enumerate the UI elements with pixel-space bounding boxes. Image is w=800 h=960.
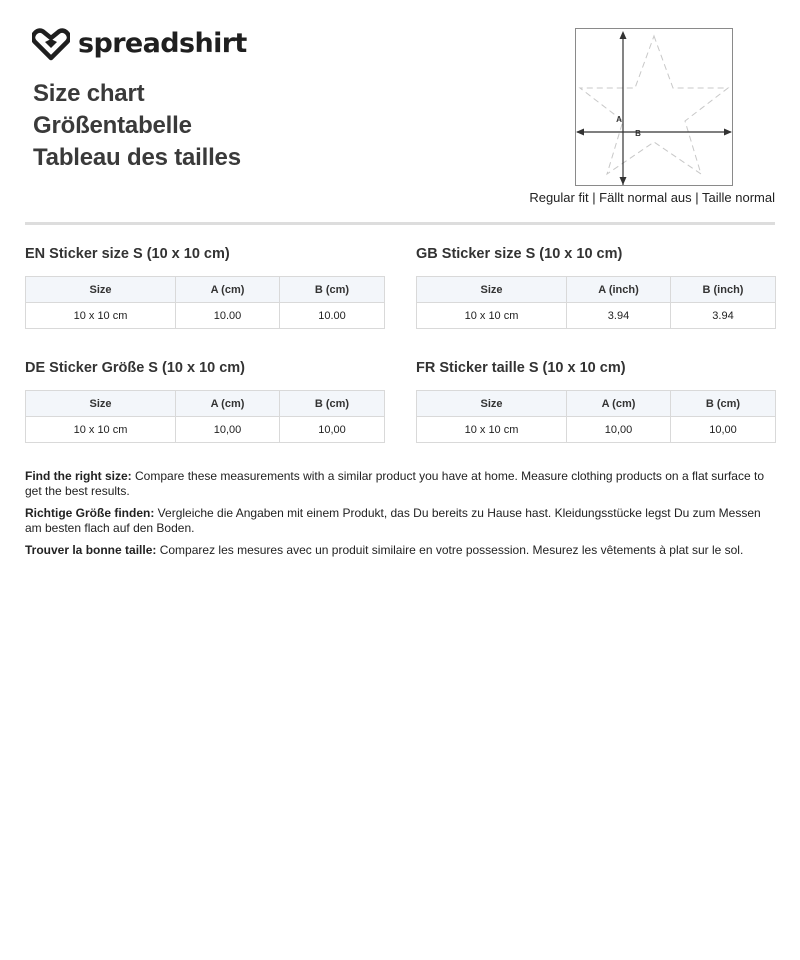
cell-size: 10 x 10 cm (26, 303, 176, 329)
header-divider (25, 222, 775, 225)
cell-size: 10 x 10 cm (417, 303, 567, 329)
note-text: Compare these measurements with a similar product you have at home. Measure clothing products on a flat surface to get the best results. (25, 469, 764, 498)
note-label: Find the right size: (25, 469, 132, 483)
cell-a: 3.94 (567, 303, 671, 329)
cell-b: 3.94 (671, 303, 776, 329)
table-row (26, 303, 385, 329)
header-b: B (inch) (671, 277, 776, 303)
header-b: B (cm) (280, 391, 385, 417)
table-row (26, 417, 385, 443)
cell-a: 10,00 (176, 417, 280, 443)
size-table-fr (416, 358, 775, 443)
size-table-de (25, 358, 384, 443)
cell-size: 10 x 10 cm (417, 417, 567, 443)
note-text: Comparez les mesures avec un produit similaire en votre possession. Mesurez les vêtements à plat sur le sol. (156, 543, 744, 557)
header-a: A (cm) (176, 277, 280, 303)
heart-logo-icon (32, 27, 70, 61)
page-titles (33, 78, 241, 174)
size-table-en (25, 244, 384, 329)
header-a: A (cm) (567, 391, 671, 417)
note-fr (25, 543, 775, 558)
header-b: B (cm) (280, 277, 385, 303)
header-size: Size (26, 277, 176, 303)
table-row (417, 303, 776, 329)
header-a: A (inch) (567, 277, 671, 303)
fit-info: Regular fit | Fällt normal aus | Taille normal (529, 190, 775, 205)
header-b: B (cm) (671, 391, 776, 417)
header-size: Size (417, 277, 567, 303)
table-header-row (417, 391, 776, 417)
label-b: B (635, 129, 641, 138)
cell-b: 10.00 (280, 303, 385, 329)
cell-b: 10,00 (671, 417, 776, 443)
brand-logo (32, 26, 247, 62)
cell-size: 10 x 10 cm (26, 417, 176, 443)
note-label: Richtige Größe finden: (25, 506, 155, 520)
table-row (417, 417, 776, 443)
cell-b: 10,00 (280, 417, 385, 443)
table-header-row (417, 277, 776, 303)
cell-a: 10,00 (567, 417, 671, 443)
table-header-row (26, 277, 385, 303)
note-label: Trouver la bonne taille: (25, 543, 157, 557)
header-size: Size (26, 391, 176, 417)
cell-a: 10.00 (176, 303, 280, 329)
measurement-table (416, 390, 776, 443)
table-header-row (26, 391, 385, 417)
size-table-gb (416, 244, 775, 329)
table-title: EN Sticker size S (10 x 10 cm) (25, 246, 230, 262)
title-fr: Tableau des tailles (33, 144, 241, 171)
note-text: Vergleiche die Angaben mit einem Produkt, das Du bereits zu Hause hast. Kleidungsstücke legst Du zum Messen am besten flach auf den Boden. (25, 506, 761, 535)
header-a: A (cm) (176, 391, 280, 417)
table-title: FR Sticker taille S (10 x 10 cm) (416, 360, 626, 376)
measurement-table (25, 276, 385, 329)
table-title: DE Sticker Größe S (10 x 10 cm) (25, 360, 246, 376)
label-a: A (616, 115, 622, 124)
size-notes (25, 469, 775, 565)
star-measure-diagram-icon (575, 28, 733, 186)
title-en: Size chart (33, 80, 145, 107)
brand-name: spreadshirt (78, 28, 247, 59)
title-de: Größentabelle (33, 112, 192, 139)
measurement-table (416, 276, 776, 329)
note-en (25, 469, 775, 499)
note-de (25, 506, 775, 536)
measurement-diagram (575, 28, 733, 186)
table-title: GB Sticker size S (10 x 10 cm) (416, 246, 623, 262)
header-size: Size (417, 391, 567, 417)
measurement-table (25, 390, 385, 443)
